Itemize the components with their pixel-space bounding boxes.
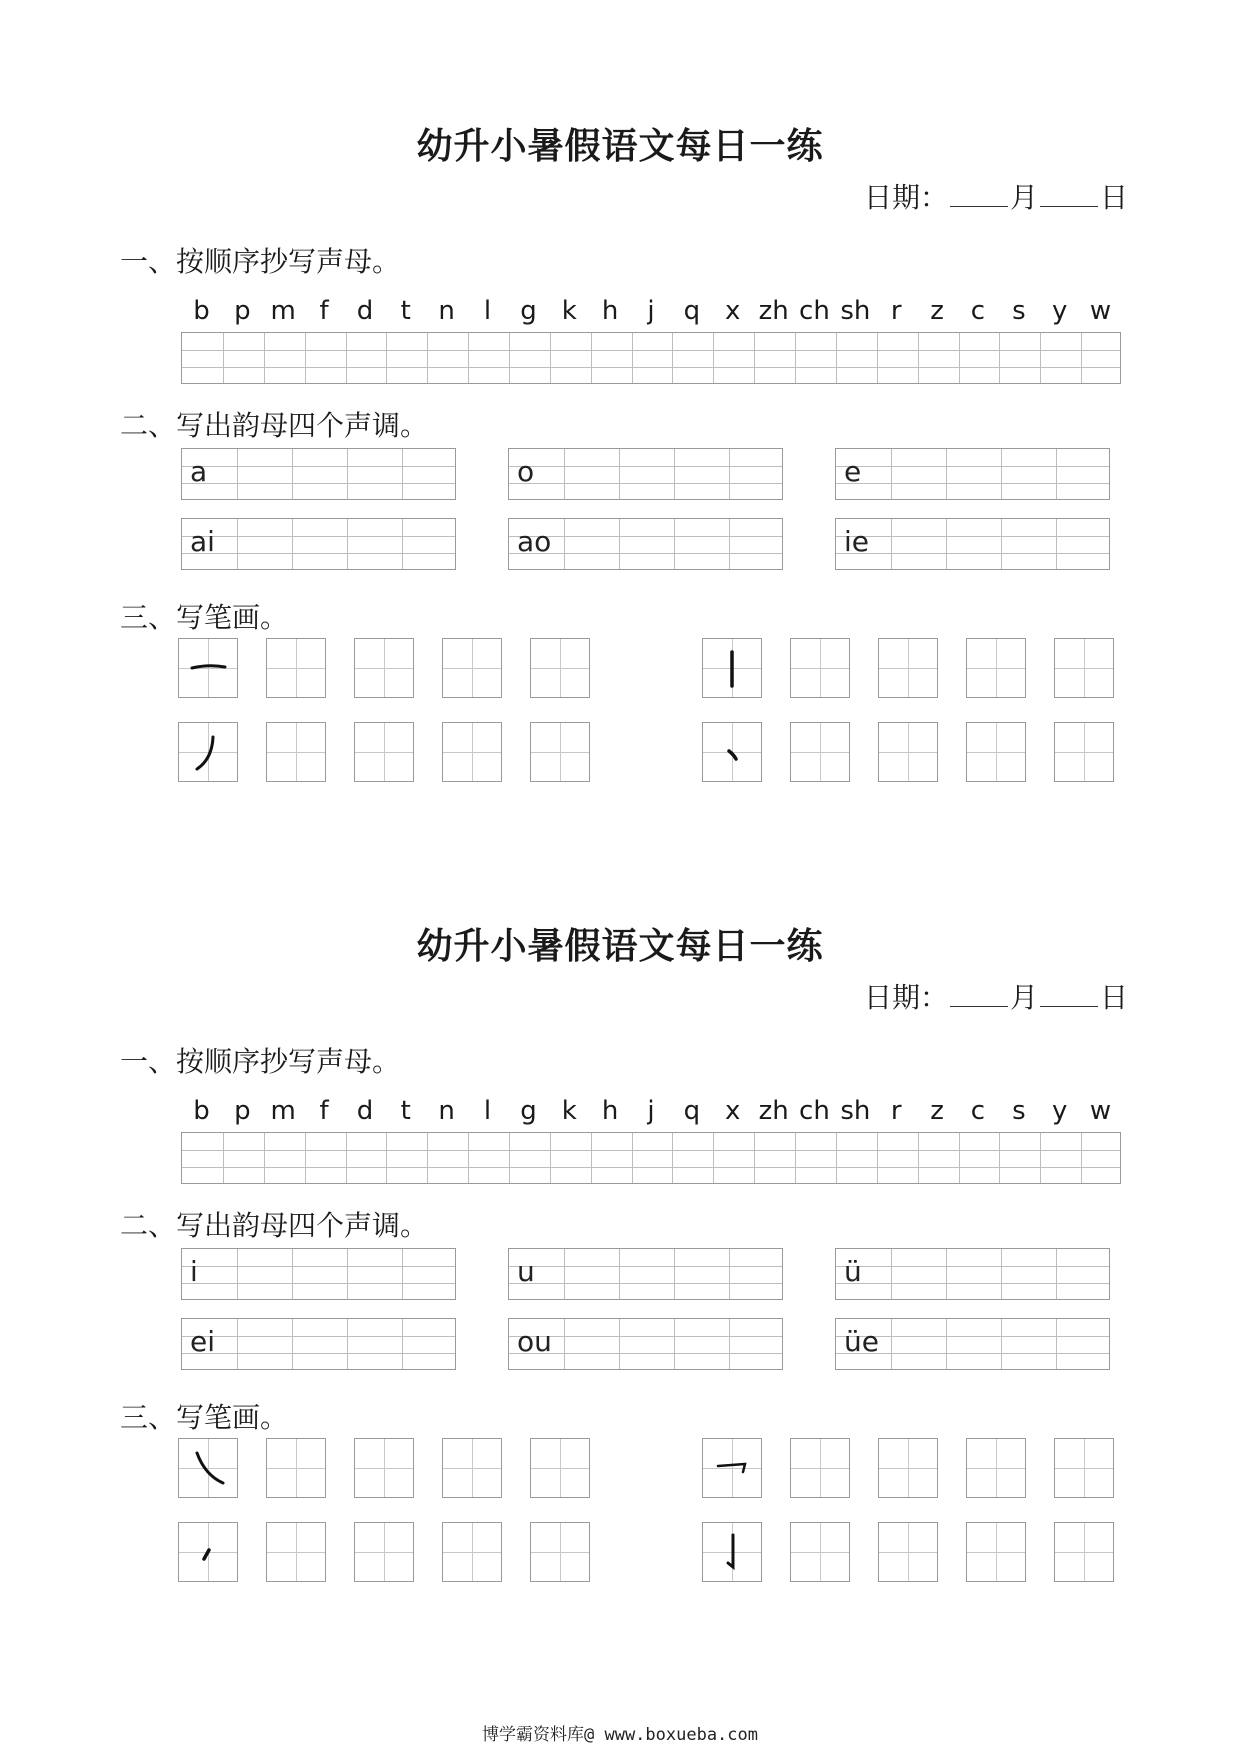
initial-letter: zh: [758, 1096, 789, 1126]
day-blank[interactable]: [1040, 182, 1098, 207]
initial-letter: sh: [840, 296, 871, 326]
initials-writing-grid[interactable]: [181, 1132, 1121, 1184]
worksheet-title: 幼升小暑假语文每日一练: [416, 125, 824, 167]
initial-letter: ch: [799, 296, 830, 326]
tianzige-cell[interactable]: [178, 1438, 238, 1498]
tianzige-cell[interactable]: [702, 1522, 762, 1582]
initial-letter: f: [319, 1096, 329, 1126]
day-blank[interactable]: [1040, 982, 1098, 1007]
final-tone-grid[interactable]: [835, 1318, 1110, 1370]
final-label: e: [844, 455, 862, 488]
final-tone-grid[interactable]: [181, 1318, 456, 1370]
section-1-heading: 一、按顺序抄写声母。: [120, 1045, 401, 1078]
date-line: [864, 976, 1128, 1016]
month-label: 月: [1009, 181, 1038, 214]
date-label: 日期：: [863, 181, 948, 214]
initial-letter: z: [930, 296, 944, 326]
section-2-heading: 二、写出韵母四个声调。: [120, 409, 429, 442]
tianzige-cell[interactable]: [966, 1438, 1026, 1498]
na-stroke-icon: [179, 1439, 237, 1497]
tianzige-cell[interactable]: [530, 638, 590, 698]
footer-watermark: 博学霸资料库@ www.boxueba.com: [482, 1725, 758, 1745]
final-label: a: [190, 455, 208, 488]
initial-letter: q: [683, 1096, 701, 1126]
final-label: i: [190, 1255, 198, 1288]
initial-letter: n: [438, 296, 455, 326]
tianzige-cell[interactable]: [790, 1522, 850, 1582]
tianzige-cell[interactable]: [702, 1438, 762, 1498]
initials-row: [181, 1096, 1121, 1126]
final-tone-grid[interactable]: [508, 1248, 783, 1300]
initial-letter: t: [400, 296, 411, 326]
tianzige-cell[interactable]: [790, 1438, 850, 1498]
final-tone-grid[interactable]: [835, 518, 1110, 570]
shu-stroke-icon: [703, 639, 761, 697]
tianzige-cell[interactable]: [1054, 722, 1114, 782]
final-label: ei: [190, 1325, 216, 1358]
initial-letter: j: [647, 296, 655, 326]
initials-row: [181, 296, 1121, 326]
tianzige-cell[interactable]: [442, 638, 502, 698]
initial-letter: p: [234, 1096, 251, 1126]
tianzige-cell[interactable]: [354, 1438, 414, 1498]
final-tone-grid[interactable]: [508, 518, 783, 570]
tianzige-cell[interactable]: [530, 1522, 590, 1582]
initial-letter: y: [1052, 1096, 1068, 1126]
initial-letter: w: [1089, 296, 1112, 326]
initial-letter: b: [193, 1096, 210, 1126]
initial-letter: j: [647, 1096, 655, 1126]
day-label: 日: [1099, 181, 1128, 214]
tianzige-cell[interactable]: [702, 722, 762, 782]
section-3-heading: 三、写笔画。: [120, 601, 289, 634]
initial-letter: zh: [758, 296, 789, 326]
tianzige-cell[interactable]: [178, 722, 238, 782]
final-label: ie: [844, 525, 870, 558]
tianzige-cell[interactable]: [530, 1438, 590, 1498]
tianzige-cell[interactable]: [878, 722, 938, 782]
initial-letter: ch: [799, 1096, 830, 1126]
tianzige-cell[interactable]: [966, 722, 1026, 782]
final-tone-grid[interactable]: [508, 1318, 783, 1370]
initial-letter: m: [270, 296, 296, 326]
final-tone-grid[interactable]: [835, 1248, 1110, 1300]
initial-letter: h: [601, 1096, 619, 1126]
initial-letter: d: [356, 1096, 374, 1126]
initial-letter: l: [483, 1096, 492, 1126]
pie-stroke-icon: [179, 723, 237, 781]
final-tone-grid[interactable]: [181, 518, 456, 570]
final-label: ü: [844, 1255, 862, 1288]
initial-letter: n: [438, 1096, 455, 1126]
final-tone-grid[interactable]: [508, 448, 783, 500]
final-tone-grid[interactable]: [181, 448, 456, 500]
tianzige-cell[interactable]: [790, 638, 850, 698]
month-blank[interactable]: [950, 182, 1008, 207]
initial-letter: m: [270, 1096, 296, 1126]
date-line: [864, 176, 1128, 216]
initial-letter: x: [725, 1096, 741, 1126]
tianzige-cell[interactable]: [178, 1522, 238, 1582]
initial-letter: s: [1012, 1096, 1026, 1126]
tianzige-cell[interactable]: [530, 722, 590, 782]
tianzige-cell[interactable]: [966, 638, 1026, 698]
heng-stroke-icon: [179, 639, 237, 697]
final-label: ai: [190, 525, 215, 558]
initial-letter: t: [400, 1096, 411, 1126]
tianzige-cell[interactable]: [442, 1522, 502, 1582]
day-label: 日: [1099, 981, 1128, 1014]
initial-letter: r: [890, 1096, 902, 1126]
initial-letter: k: [561, 1096, 577, 1126]
tianzige-cell[interactable]: [266, 722, 326, 782]
initial-letter: g: [520, 296, 537, 326]
initial-letter: w: [1089, 1096, 1112, 1126]
month-label: 月: [1009, 981, 1038, 1014]
tianzige-cell[interactable]: [702, 638, 762, 698]
hengzhe-stroke-icon: [703, 1439, 761, 1497]
tianzige-cell[interactable]: [878, 1522, 938, 1582]
worksheet-title: 幼升小暑假语文每日一练: [416, 925, 824, 967]
final-tone-grid[interactable]: [835, 448, 1110, 500]
initial-letter: sh: [840, 1096, 871, 1126]
initial-letter: r: [890, 296, 902, 326]
worksheet-1: [0, 0, 1240, 800]
initial-letter: s: [1012, 296, 1026, 326]
tianzige-cell[interactable]: [178, 638, 238, 698]
final-label: ou: [517, 1325, 552, 1358]
tianzige-cell[interactable]: [354, 722, 414, 782]
tianzige-cell[interactable]: [266, 638, 326, 698]
tianzige-cell[interactable]: [1054, 1522, 1114, 1582]
initial-letter: z: [930, 1096, 944, 1126]
final-label: u: [517, 1255, 535, 1288]
tianzige-cell[interactable]: [266, 1522, 326, 1582]
tianzige-cell[interactable]: [790, 722, 850, 782]
section-2-heading: 二、写出韵母四个声调。: [120, 1209, 429, 1242]
final-label: o: [517, 455, 535, 488]
initial-letter: l: [483, 296, 492, 326]
initial-letter: x: [725, 296, 741, 326]
initial-letter: q: [683, 296, 701, 326]
initial-letter: g: [520, 1096, 537, 1126]
tianzige-cell[interactable]: [878, 1438, 938, 1498]
tianzige-cell[interactable]: [966, 1522, 1026, 1582]
dian-stroke-icon: [703, 723, 761, 781]
initial-letter: h: [601, 296, 619, 326]
shugou-stroke-icon: [703, 1523, 761, 1581]
month-blank[interactable]: [950, 982, 1008, 1007]
tianzige-cell[interactable]: [1054, 638, 1114, 698]
tianzige-cell[interactable]: [354, 1522, 414, 1582]
initial-letter: k: [561, 296, 577, 326]
worksheet-2: [0, 800, 1240, 1600]
tianzige-cell[interactable]: [354, 638, 414, 698]
initial-letter: c: [970, 296, 986, 326]
initials-writing-grid[interactable]: [181, 332, 1121, 384]
final-label: ao: [517, 525, 552, 558]
initial-letter: p: [234, 296, 251, 326]
initial-letter: y: [1052, 296, 1068, 326]
initial-letter: b: [193, 296, 210, 326]
final-label: üe: [844, 1325, 879, 1358]
tianzige-cell[interactable]: [442, 722, 502, 782]
initial-letter: d: [356, 296, 374, 326]
initial-letter: f: [319, 296, 329, 326]
final-tone-grid[interactable]: [181, 1248, 456, 1300]
initial-letter: c: [970, 1096, 986, 1126]
tianzige-cell[interactable]: [266, 1438, 326, 1498]
tianzige-cell[interactable]: [878, 638, 938, 698]
tianzige-cell[interactable]: [1054, 1438, 1114, 1498]
section-1-heading: 一、按顺序抄写声母。: [120, 245, 401, 278]
date-label: 日期：: [863, 981, 948, 1014]
section-3-heading: 三、写笔画。: [120, 1401, 289, 1434]
ti-stroke-icon: [179, 1523, 237, 1581]
tianzige-cell[interactable]: [442, 1438, 502, 1498]
